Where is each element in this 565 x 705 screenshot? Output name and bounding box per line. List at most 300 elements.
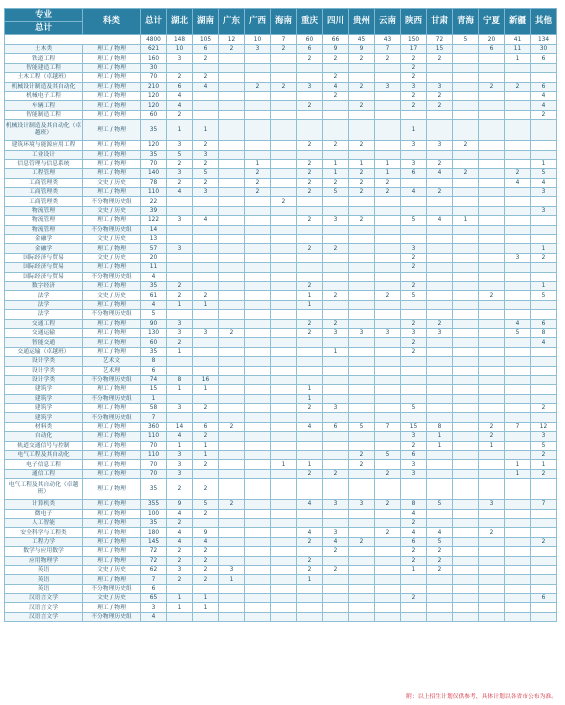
subject-cell: 理工 / 物理 bbox=[83, 451, 141, 460]
quota-cell: 1 bbox=[531, 159, 557, 168]
major-cell: 电气工程及其自动化（卓越班） bbox=[5, 479, 83, 500]
quota-cell: 2 bbox=[167, 547, 193, 556]
major-cell: 计算机类 bbox=[5, 500, 83, 509]
subject-cell: 不分物理历史组 bbox=[83, 413, 141, 422]
quota-cell bbox=[219, 469, 245, 478]
quota-cell: 2 bbox=[193, 432, 219, 441]
quota-cell bbox=[401, 178, 427, 187]
quota-cell bbox=[375, 272, 401, 281]
quota-cell bbox=[427, 225, 453, 234]
quota-cell bbox=[479, 159, 505, 168]
quota-cell bbox=[453, 469, 479, 478]
table-row bbox=[5, 469, 557, 478]
table-row bbox=[5, 120, 557, 141]
quota-cell: 3 bbox=[167, 319, 193, 328]
quota-cell bbox=[479, 73, 505, 82]
quota-cell: 4 bbox=[531, 338, 557, 347]
subject-cell: 理工 / 物理 bbox=[83, 537, 141, 546]
quota-cell bbox=[505, 357, 531, 366]
quota-cell bbox=[349, 244, 375, 253]
quota-cell bbox=[219, 73, 245, 82]
quota-cell: 2 bbox=[297, 404, 323, 413]
row-total-cell: 72 bbox=[141, 556, 167, 565]
row-total-cell: 61 bbox=[141, 291, 167, 300]
quota-cell bbox=[245, 253, 271, 262]
quota-cell bbox=[427, 509, 453, 518]
quota-cell bbox=[349, 479, 375, 500]
quota-cell bbox=[219, 300, 245, 309]
quota-cell: 6 bbox=[167, 82, 193, 91]
quota-cell bbox=[219, 547, 245, 556]
quota-cell bbox=[375, 413, 401, 422]
quota-cell bbox=[167, 225, 193, 234]
quota-cell: 8 bbox=[167, 375, 193, 384]
quota-cell bbox=[219, 460, 245, 469]
quota-cell bbox=[219, 150, 245, 159]
quota-cell bbox=[453, 603, 479, 612]
quota-cell: 2 bbox=[297, 169, 323, 178]
quota-cell bbox=[297, 594, 323, 603]
quota-cell bbox=[505, 188, 531, 197]
quota-cell: 5 bbox=[375, 451, 401, 460]
table-row bbox=[5, 150, 557, 159]
quota-cell bbox=[479, 263, 505, 272]
table-row bbox=[5, 565, 557, 574]
quota-cell: 4 bbox=[167, 537, 193, 546]
quota-cell bbox=[531, 235, 557, 244]
quota-cell bbox=[245, 575, 271, 584]
quota-cell: 150 bbox=[401, 35, 427, 45]
quota-cell bbox=[505, 612, 531, 621]
quota-cell: 3 bbox=[323, 216, 349, 225]
quota-cell bbox=[453, 537, 479, 546]
quota-cell: 2 bbox=[167, 518, 193, 527]
quota-cell: 2 bbox=[349, 54, 375, 63]
quota-cell bbox=[219, 404, 245, 413]
quota-cell bbox=[479, 357, 505, 366]
quota-cell bbox=[219, 281, 245, 290]
quota-cell bbox=[375, 509, 401, 518]
quota-cell bbox=[297, 518, 323, 527]
quota-cell: 2 bbox=[167, 291, 193, 300]
major-cell: 工业设计 bbox=[5, 150, 83, 159]
quota-cell: 2 bbox=[193, 460, 219, 469]
quota-cell bbox=[375, 347, 401, 356]
quota-cell bbox=[505, 537, 531, 546]
quota-cell bbox=[245, 291, 271, 300]
quota-cell bbox=[479, 253, 505, 262]
quota-cell bbox=[245, 206, 271, 215]
subject-cell: 理工 / 物理 bbox=[83, 328, 141, 337]
header-province: 总计 bbox=[141, 9, 167, 35]
quota-cell: 6 bbox=[193, 422, 219, 431]
subject-cell: 理工 / 物理 bbox=[83, 54, 141, 63]
quota-cell bbox=[219, 263, 245, 272]
quota-cell bbox=[349, 469, 375, 478]
quota-cell bbox=[323, 509, 349, 518]
row-total-cell: 70 bbox=[141, 441, 167, 450]
quota-cell bbox=[297, 603, 323, 612]
row-total-cell: 6 bbox=[141, 366, 167, 375]
quota-cell: 3 bbox=[167, 404, 193, 413]
quota-cell bbox=[323, 150, 349, 159]
quota-cell bbox=[245, 479, 271, 500]
quota-cell bbox=[531, 603, 557, 612]
quota-cell bbox=[219, 310, 245, 319]
quota-cell: 1 bbox=[167, 347, 193, 356]
quota-cell: 5 bbox=[193, 169, 219, 178]
quota-cell: 5 bbox=[323, 188, 349, 197]
quota-cell bbox=[401, 603, 427, 612]
quota-cell: 2 bbox=[505, 82, 531, 91]
quota-cell bbox=[479, 216, 505, 225]
quota-cell: 3 bbox=[427, 141, 453, 150]
quota-cell bbox=[505, 235, 531, 244]
quota-cell bbox=[453, 101, 479, 110]
quota-cell: 2 bbox=[271, 82, 297, 91]
quota-cell: 2 bbox=[297, 159, 323, 168]
quota-cell bbox=[427, 263, 453, 272]
quota-cell bbox=[427, 110, 453, 119]
major-cell: 工商管理类 bbox=[5, 188, 83, 197]
quota-cell bbox=[219, 225, 245, 234]
total-spacer bbox=[5, 35, 141, 45]
quota-cell bbox=[219, 394, 245, 403]
quota-cell bbox=[349, 518, 375, 527]
quota-cell bbox=[193, 206, 219, 215]
major-cell: 交通工程 bbox=[5, 319, 83, 328]
quota-cell bbox=[479, 537, 505, 546]
table-row bbox=[5, 225, 557, 234]
major-cell: 交通运输 bbox=[5, 328, 83, 337]
quota-cell: 2 bbox=[193, 479, 219, 500]
quota-cell bbox=[375, 366, 401, 375]
row-total-cell: 110 bbox=[141, 188, 167, 197]
row-total-cell: 140 bbox=[141, 169, 167, 178]
quota-cell: 3 bbox=[219, 565, 245, 574]
row-total-cell: 5 bbox=[141, 310, 167, 319]
quota-cell bbox=[323, 394, 349, 403]
quota-cell bbox=[453, 422, 479, 431]
row-total-cell: 11 bbox=[141, 263, 167, 272]
quota-cell bbox=[401, 206, 427, 215]
quota-cell bbox=[505, 603, 531, 612]
row-total-cell: 210 bbox=[141, 82, 167, 91]
quota-cell: 2 bbox=[531, 110, 557, 119]
row-total-cell: 22 bbox=[141, 197, 167, 206]
quota-cell bbox=[167, 310, 193, 319]
subject-cell: 理工 / 物理 bbox=[83, 120, 141, 141]
quota-cell: 43 bbox=[375, 35, 401, 45]
quota-cell: 2 bbox=[531, 404, 557, 413]
quota-cell: 2 bbox=[349, 178, 375, 187]
major-cell: 应用物理学 bbox=[5, 556, 83, 565]
quota-cell: 3 bbox=[245, 45, 271, 54]
row-total-cell: 4800 bbox=[141, 35, 167, 45]
quota-cell: 1 bbox=[349, 159, 375, 168]
quota-cell: 2 bbox=[401, 73, 427, 82]
quota-cell: 1 bbox=[297, 300, 323, 309]
quota-cell bbox=[427, 479, 453, 500]
quota-cell bbox=[245, 612, 271, 621]
quota-cell: 2 bbox=[245, 188, 271, 197]
quota-cell: 1 bbox=[427, 441, 453, 450]
quota-cell: 2 bbox=[297, 216, 323, 225]
quota-cell bbox=[271, 422, 297, 431]
header-province: 重庆 bbox=[297, 9, 323, 35]
quota-cell bbox=[479, 225, 505, 234]
quota-cell: 6 bbox=[401, 537, 427, 546]
quota-cell bbox=[193, 469, 219, 478]
major-cell: 工程管理 bbox=[5, 169, 83, 178]
quota-cell bbox=[505, 101, 531, 110]
quota-cell: 66 bbox=[323, 35, 349, 45]
quota-cell bbox=[271, 432, 297, 441]
quota-cell bbox=[167, 584, 193, 593]
quota-cell bbox=[375, 575, 401, 584]
quota-cell bbox=[453, 394, 479, 403]
quota-cell: 3 bbox=[401, 328, 427, 337]
quota-cell bbox=[271, 263, 297, 272]
quota-cell bbox=[245, 500, 271, 509]
quota-cell bbox=[219, 188, 245, 197]
quota-cell: 2 bbox=[349, 169, 375, 178]
row-total-cell: 13 bbox=[141, 235, 167, 244]
quota-cell bbox=[219, 584, 245, 593]
header-province: 四川 bbox=[323, 9, 349, 35]
subject-cell: 理工 / 物理 bbox=[83, 73, 141, 82]
quota-cell: 41 bbox=[505, 35, 531, 45]
row-total-cell: 110 bbox=[141, 432, 167, 441]
quota-cell: 2 bbox=[349, 537, 375, 546]
row-total-cell: 14 bbox=[141, 225, 167, 234]
major-cell: 法学 bbox=[5, 291, 83, 300]
quota-cell: 2 bbox=[427, 565, 453, 574]
quota-cell: 5 bbox=[401, 291, 427, 300]
quota-cell: 2 bbox=[349, 460, 375, 469]
quota-cell: 1 bbox=[323, 169, 349, 178]
header-province: 广东 bbox=[219, 9, 245, 35]
quota-cell bbox=[167, 394, 193, 403]
quota-cell bbox=[505, 120, 531, 141]
quota-cell bbox=[375, 281, 401, 290]
quota-cell: 4 bbox=[193, 537, 219, 546]
quota-cell bbox=[505, 310, 531, 319]
quota-cell bbox=[453, 460, 479, 469]
quota-cell bbox=[271, 612, 297, 621]
quota-cell bbox=[453, 594, 479, 603]
quota-cell: 10 bbox=[245, 35, 271, 45]
quota-cell bbox=[453, 253, 479, 262]
quota-cell bbox=[375, 547, 401, 556]
quota-cell: 5 bbox=[453, 35, 479, 45]
quota-cell bbox=[219, 101, 245, 110]
quota-cell bbox=[271, 225, 297, 234]
quota-cell bbox=[349, 281, 375, 290]
quota-cell: 2 bbox=[167, 575, 193, 584]
quota-cell bbox=[505, 244, 531, 253]
quota-cell bbox=[219, 375, 245, 384]
quota-cell: 3 bbox=[167, 244, 193, 253]
header-province: 云南 bbox=[375, 9, 401, 35]
quota-cell bbox=[271, 272, 297, 281]
quota-cell bbox=[271, 375, 297, 384]
subject-cell: 理工 / 物理 bbox=[83, 281, 141, 290]
quota-cell bbox=[427, 375, 453, 384]
row-total-cell: 130 bbox=[141, 328, 167, 337]
major-cell: 设计学类 bbox=[5, 375, 83, 384]
quota-cell bbox=[167, 263, 193, 272]
quota-cell: 4 bbox=[167, 432, 193, 441]
subject-cell: 理工 / 物理 bbox=[83, 479, 141, 500]
quota-cell: 1 bbox=[193, 120, 219, 141]
subject-cell: 不分物理历史组 bbox=[83, 394, 141, 403]
major-cell: 数学与应用数学 bbox=[5, 547, 83, 556]
quota-cell bbox=[245, 150, 271, 159]
quota-cell bbox=[219, 272, 245, 281]
quota-cell: 2 bbox=[479, 528, 505, 537]
quota-cell bbox=[453, 347, 479, 356]
major-cell: 智能建造工程 bbox=[5, 63, 83, 72]
quota-cell bbox=[505, 281, 531, 290]
quota-cell bbox=[479, 460, 505, 469]
quota-cell bbox=[453, 206, 479, 215]
quota-cell bbox=[245, 141, 271, 150]
quota-cell: 2 bbox=[193, 291, 219, 300]
quota-cell bbox=[531, 120, 557, 141]
quota-cell bbox=[479, 518, 505, 527]
quota-cell bbox=[349, 235, 375, 244]
quota-cell bbox=[479, 169, 505, 178]
quota-cell bbox=[531, 73, 557, 82]
quota-cell: 2 bbox=[427, 101, 453, 110]
quota-cell bbox=[453, 225, 479, 234]
quota-cell bbox=[245, 216, 271, 225]
table-row bbox=[5, 537, 557, 546]
quota-cell bbox=[167, 612, 193, 621]
quota-cell bbox=[245, 272, 271, 281]
quota-cell: 2 bbox=[401, 518, 427, 527]
quota-cell bbox=[271, 141, 297, 150]
quota-cell bbox=[427, 197, 453, 206]
quota-cell bbox=[193, 347, 219, 356]
table-row bbox=[5, 291, 557, 300]
major-cell: 建筑学 bbox=[5, 385, 83, 394]
quota-cell bbox=[323, 120, 349, 141]
quota-cell bbox=[453, 366, 479, 375]
quota-cell bbox=[193, 281, 219, 290]
quota-cell: 5 bbox=[401, 404, 427, 413]
quota-cell: 2 bbox=[323, 91, 349, 100]
subject-cell: 不分物理历史组 bbox=[83, 225, 141, 234]
quota-cell bbox=[219, 178, 245, 187]
quota-cell: 2 bbox=[297, 141, 323, 150]
quota-cell bbox=[375, 612, 401, 621]
quota-cell bbox=[297, 63, 323, 72]
quota-cell bbox=[323, 300, 349, 309]
quota-cell: 2 bbox=[531, 537, 557, 546]
quota-cell: 3 bbox=[531, 432, 557, 441]
table-row bbox=[5, 594, 557, 603]
table-row bbox=[5, 300, 557, 309]
quota-cell bbox=[375, 460, 401, 469]
quota-cell bbox=[505, 432, 531, 441]
row-total-cell: 7 bbox=[141, 575, 167, 584]
quota-cell bbox=[271, 244, 297, 253]
quota-cell bbox=[297, 310, 323, 319]
quota-cell bbox=[453, 291, 479, 300]
quota-cell bbox=[271, 357, 297, 366]
quota-cell bbox=[323, 375, 349, 384]
quota-cell bbox=[245, 366, 271, 375]
quota-cell bbox=[245, 300, 271, 309]
quota-cell bbox=[479, 594, 505, 603]
quota-cell bbox=[193, 518, 219, 527]
quota-cell: 2 bbox=[323, 291, 349, 300]
quota-cell bbox=[531, 141, 557, 150]
quota-cell: 2 bbox=[427, 319, 453, 328]
quota-cell: 5 bbox=[531, 441, 557, 450]
quota-cell bbox=[323, 197, 349, 206]
quota-cell: 5 bbox=[427, 537, 453, 546]
quota-cell bbox=[505, 441, 531, 450]
quota-cell bbox=[323, 235, 349, 244]
quota-cell bbox=[427, 584, 453, 593]
quota-cell bbox=[531, 357, 557, 366]
quota-cell bbox=[297, 235, 323, 244]
subject-cell: 理工 / 物理 bbox=[83, 500, 141, 509]
quota-cell: 3 bbox=[427, 328, 453, 337]
table-row bbox=[5, 54, 557, 63]
quota-cell bbox=[453, 82, 479, 91]
quota-cell bbox=[531, 547, 557, 556]
major-cell: 法学 bbox=[5, 300, 83, 309]
quota-cell bbox=[193, 413, 219, 422]
quota-cell bbox=[505, 347, 531, 356]
quota-cell bbox=[479, 300, 505, 309]
quota-cell: 3 bbox=[167, 216, 193, 225]
quota-cell bbox=[323, 272, 349, 281]
quota-cell: 134 bbox=[531, 35, 557, 45]
quota-cell bbox=[245, 101, 271, 110]
quota-cell bbox=[349, 594, 375, 603]
quota-cell bbox=[479, 385, 505, 394]
quota-cell bbox=[427, 73, 453, 82]
quota-cell bbox=[323, 451, 349, 460]
quota-cell: 3 bbox=[193, 328, 219, 337]
quota-cell bbox=[505, 63, 531, 72]
quota-cell: 2 bbox=[401, 347, 427, 356]
quota-cell bbox=[479, 235, 505, 244]
quota-cell: 4 bbox=[297, 528, 323, 537]
quota-cell bbox=[427, 603, 453, 612]
quota-cell: 3 bbox=[479, 500, 505, 509]
quota-cell bbox=[427, 300, 453, 309]
row-total-cell: 100 bbox=[141, 509, 167, 518]
quota-cell bbox=[219, 244, 245, 253]
quota-cell bbox=[245, 54, 271, 63]
quota-cell bbox=[271, 338, 297, 347]
quota-cell bbox=[349, 73, 375, 82]
table-row bbox=[5, 110, 557, 119]
quota-cell bbox=[271, 518, 297, 527]
quota-cell: 2 bbox=[401, 253, 427, 262]
major-cell: 交通运输（卓越班） bbox=[5, 347, 83, 356]
quota-cell bbox=[349, 91, 375, 100]
quota-cell: 2 bbox=[297, 244, 323, 253]
quota-cell: 6 bbox=[479, 45, 505, 54]
row-total-cell: 70 bbox=[141, 469, 167, 478]
